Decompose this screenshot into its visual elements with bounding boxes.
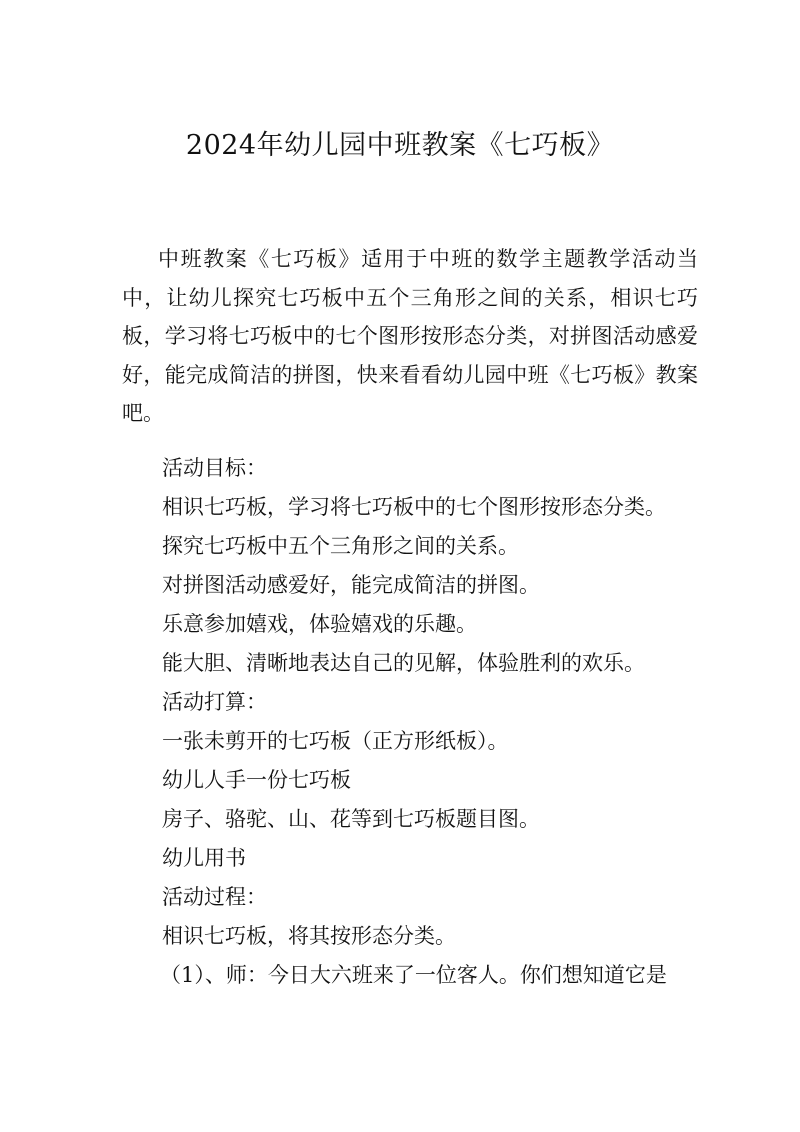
preparation-line: 幼儿人手一份七巧板 xyxy=(162,768,351,792)
goal-line: 对拼图活动感爱好，能完成简洁的拼图。 xyxy=(162,573,540,597)
preparation-line: 一张未剪开的七巧板（正方形纸板）。 xyxy=(162,729,509,753)
section-heading-process: 活动过程： xyxy=(162,885,267,909)
preparation-line: 房子、骆驼、山、花等到七巧板题目图。 xyxy=(162,807,540,831)
process-line: （1）、师：今日大六班来了一位客人。你们想知道它是 xyxy=(160,963,667,987)
process-line: 相识七巧板，将其按形态分类。 xyxy=(162,924,456,948)
goal-line: 探究七巧板中五个三角形之间的关系。 xyxy=(162,534,519,558)
intro-paragraph: 中班教案《七巧板》适用于中班的数学主题教学活动当中，让幼儿探究七巧板中五个三角形之间的关系，相识七巧板，学习将七巧板中的七个图形按形态分类，对拼图活动感爱好，能完成简洁的拼图，快来看看幼儿园中班《七巧板》教案吧。 xyxy=(122,247,698,425)
section-heading-goals: 活动目标： xyxy=(162,456,267,480)
document-title: 2024年幼儿园中班教案《七巧板》 xyxy=(185,130,615,161)
goal-line: 相识七巧板，学习将七巧板中的七个图形按形态分类。 xyxy=(162,495,666,519)
body-lines xyxy=(0,449,800,995)
section-heading-preparation: 活动打算： xyxy=(162,690,267,714)
goal-line: 乐意参加嬉戏，体验嬉戏的乐趣。 xyxy=(162,612,477,636)
goal-line: 能大胆、清晰地表达自己的见解，体验胜利的欢乐。 xyxy=(162,651,645,675)
preparation-line: 幼儿用书 xyxy=(162,846,246,870)
